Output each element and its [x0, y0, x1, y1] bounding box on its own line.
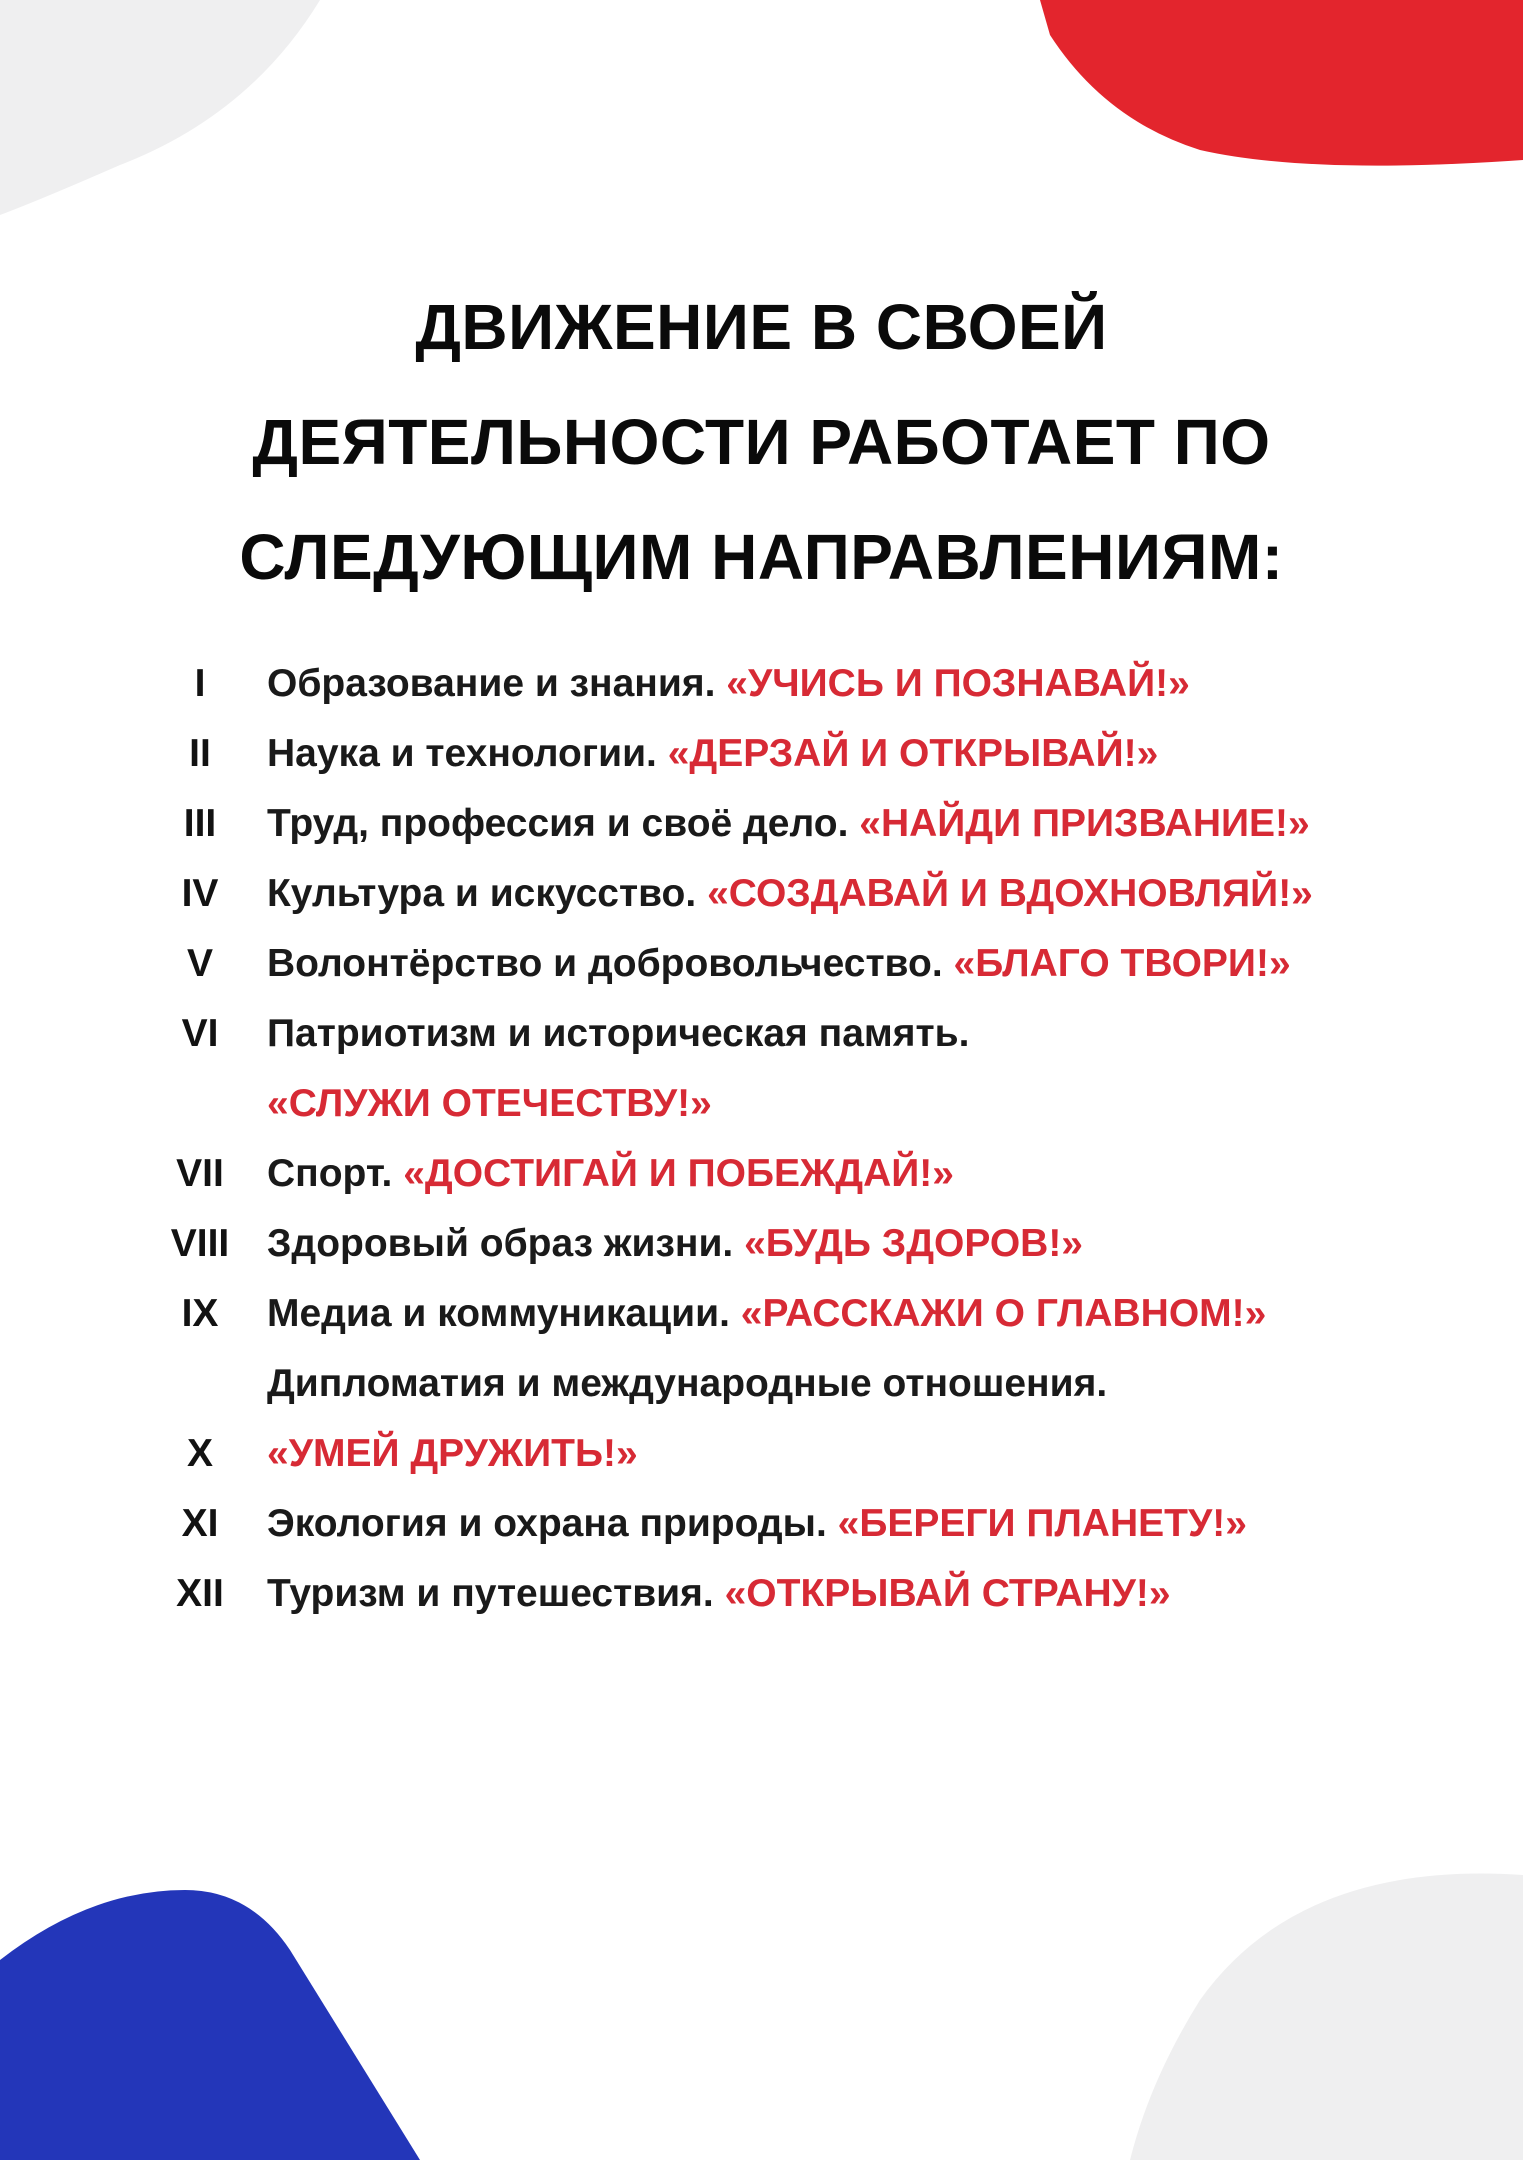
direction-name: Волонтёрство и добровольчество. [267, 942, 943, 985]
direction-number: XII [176, 1572, 224, 1615]
direction-number: III [183, 802, 217, 845]
page-title [0, 270, 1523, 615]
page-title-line: ДЕЯТЕЛЬНОСТИ РАБОТАЕТ ПО [252, 406, 1271, 478]
direction-text-line [267, 929, 1291, 999]
grey-corner-shape-top-left [0, 0, 320, 215]
direction-name: Здоровый образ жизни. [267, 1222, 734, 1265]
direction-name: Труд, профессия и своё дело. [267, 802, 849, 845]
direction-item [160, 999, 1410, 1069]
direction-slogan: «РАССКАЖИ О ГЛАВНОМ!» [740, 1292, 1267, 1335]
direction-text-line [267, 719, 1158, 789]
page-title-line: СЛЕДУЮЩИМ НАПРАВЛЕНИЯМ: [239, 521, 1284, 593]
direction-name: Культура и искусство. [267, 872, 697, 915]
direction-text-line [267, 859, 1313, 929]
direction-item [160, 1279, 1410, 1349]
direction-name: Туризм и путешествия. [267, 1572, 714, 1615]
grey-corner-shape-bottom-right [1130, 1874, 1523, 2160]
direction-text-line [267, 789, 1310, 859]
direction-item [160, 719, 1410, 789]
directions-list [160, 649, 1410, 1629]
direction-item [160, 859, 1410, 929]
page-title-line: ДВИЖЕНИЕ В СВОЕЙ [415, 291, 1108, 363]
direction-text-line [267, 649, 1190, 719]
direction-item [160, 649, 1410, 719]
direction-slogan: «ОТКРЫВАЙ СТРАНУ!» [724, 1572, 1171, 1615]
direction-number: VIII [170, 1222, 230, 1265]
direction-item [160, 1139, 1410, 1209]
direction-number: VI [181, 1012, 219, 1055]
direction-slogan: «НАЙДИ ПРИЗВАНИЕ!» [859, 802, 1310, 845]
direction-slogan: «СОЗДАВАЙ И ВДОХНОВЛЯЙ!» [707, 872, 1313, 915]
direction-name: Патриотизм и историческая память. [267, 1012, 970, 1055]
direction-item [160, 1489, 1410, 1559]
direction-number: IV [181, 872, 219, 915]
direction-slogan: «ДОСТИГАЙ И ПОБЕЖДАЙ!» [403, 1152, 954, 1195]
direction-number: IX [181, 1292, 219, 1335]
direction-item [160, 1209, 1410, 1279]
direction-item-lead [160, 1349, 1410, 1419]
direction-name: Экология и охрана природы. [267, 1502, 827, 1545]
direction-name: Наука и технологии. [267, 732, 657, 775]
direction-number: I [194, 662, 206, 705]
direction-text-line [267, 1279, 1266, 1349]
direction-name: Медиа и коммуникации. [267, 1292, 730, 1335]
direction-number: VII [176, 1152, 224, 1195]
direction-number: X [186, 1432, 213, 1475]
direction-item [160, 929, 1410, 999]
direction-slogan: «ДЕРЗАЙ И ОТКРЫВАЙ!» [667, 732, 1159, 775]
direction-name: Образование и знания. [267, 662, 716, 705]
direction-number: II [189, 732, 211, 775]
red-corner-shape-top-right [1040, 0, 1523, 166]
direction-item [160, 1559, 1410, 1629]
direction-item-continuation [160, 1069, 1410, 1139]
direction-slogan: «СЛУЖИ ОТЕЧЕСТВУ!» [267, 1082, 712, 1125]
direction-slogan: «БЕРЕГИ ПЛАНЕТУ!» [837, 1502, 1247, 1545]
direction-slogan: «БЛАГО ТВОРИ!» [953, 942, 1291, 985]
direction-name: Дипломатия и международные отношения. [267, 1362, 1108, 1405]
direction-slogan: «БУДЬ ЗДОРОВ!» [744, 1222, 1084, 1265]
direction-text-line [267, 1139, 954, 1209]
blue-corner-shape-bottom-left [0, 1890, 420, 2160]
direction-item [160, 789, 1410, 859]
direction-number: V [186, 942, 213, 985]
direction-slogan: «УМЕЙ ДРУЖИТЬ!» [267, 1432, 638, 1475]
direction-text-line [267, 1209, 1083, 1279]
direction-item [160, 1419, 1410, 1489]
direction-name: Спорт. [267, 1152, 393, 1195]
direction-text-line [267, 1489, 1247, 1559]
direction-slogan: «УЧИСЬ И ПОЗНАВАЙ!» [726, 662, 1190, 705]
direction-number: XI [181, 1502, 219, 1545]
direction-text-line [267, 1559, 1171, 1629]
